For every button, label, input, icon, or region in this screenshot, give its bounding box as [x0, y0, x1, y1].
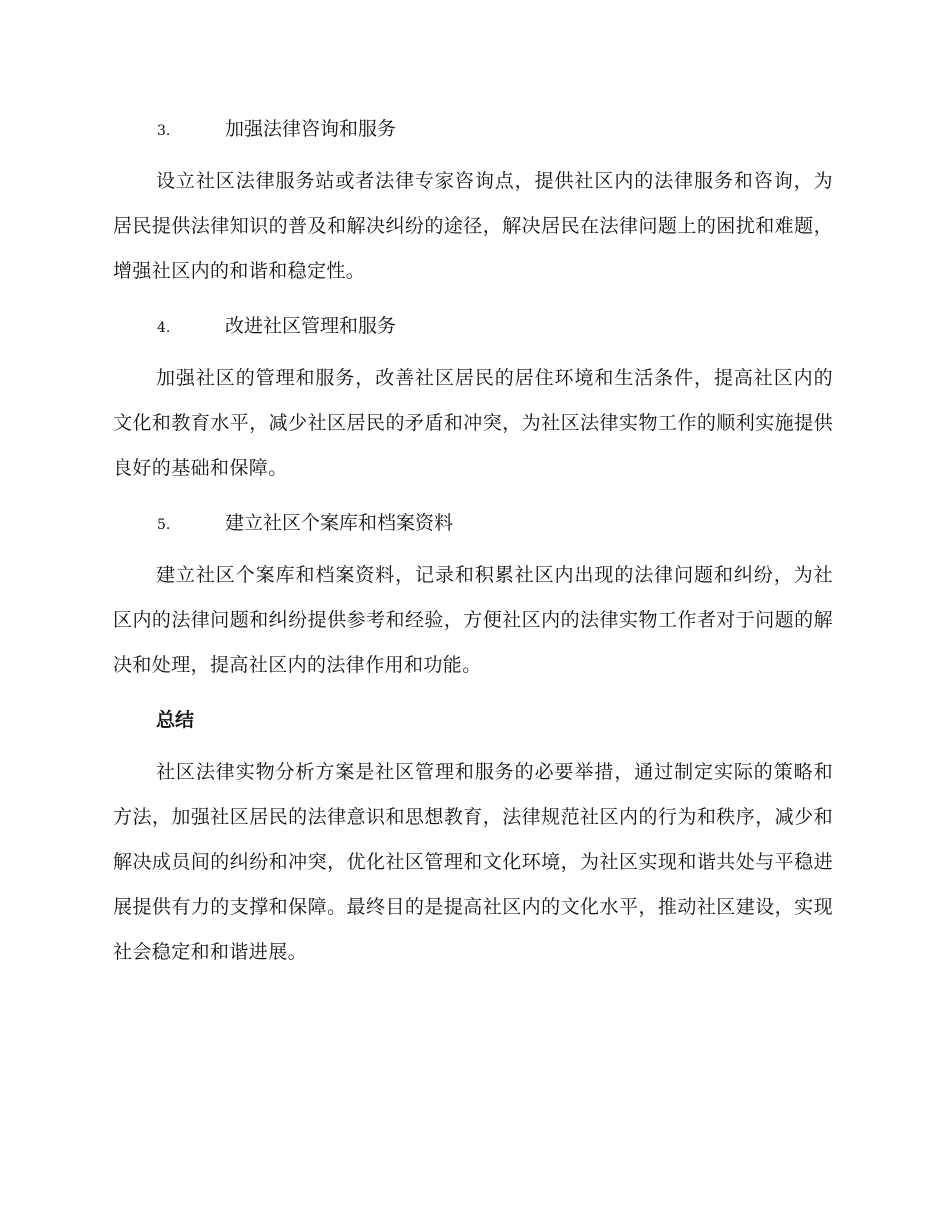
section-heading-4	[113, 310, 833, 342]
summary-heading: 总结	[156, 709, 195, 731]
section-paragraph: 加强社区的管理和服务，改善社区居民的居住环境和生活条件，提高社区内的文化和教育水平，减少社区居民的矛盾和冲突，为社区法律实物工作的顺利实施提供良好的基础和保障。	[113, 367, 833, 479]
section-number: 3.	[157, 123, 171, 139]
section-number: 4.	[157, 320, 171, 336]
section-paragraph: 建立社区个案库和档案资料，记录和积累社区内出现的法律问题和纠纷，为社区内的法律问题和纠纷提供参考和经验，方便社区内的法律实物工作者对于问题的解决和处理，提高社区内的法律作用和功能。	[113, 564, 833, 676]
section-title: 建立社区个案库和档案资料	[225, 512, 454, 534]
document-body	[113, 113, 833, 991]
section-heading-3	[113, 113, 833, 145]
summary-paragraph: 社区法律实物分析方案是社区管理和服务的必要举措，通过制定实际的策略和方法，加强社区居民的法律意识和思想教育，法律规范社区内的行为和秩序，减少和解决成员间的纠纷和冲突，优化社区管理和文化环境，为社区实现和谐共处与平稳进展提供有力的支撑和保障。最终目的是提高社区内的文化水平，推动社区建设，实现社会稳定和和谐进展。	[113, 761, 833, 963]
section-number: 5.	[157, 517, 171, 533]
section-heading-5	[113, 507, 833, 539]
section-title: 加强法律咨询和服务	[225, 118, 397, 140]
section-paragraph: 设立社区法律服务站或者法律专家咨询点，提供社区内的法律服务和咨询，为居民提供法律知识的普及和解决纠纷的途径，解决居民在法律问题上的困扰和难题，增强社区内的和谐和稳定性。	[113, 170, 833, 282]
section-title: 改进社区管理和服务	[225, 315, 397, 337]
